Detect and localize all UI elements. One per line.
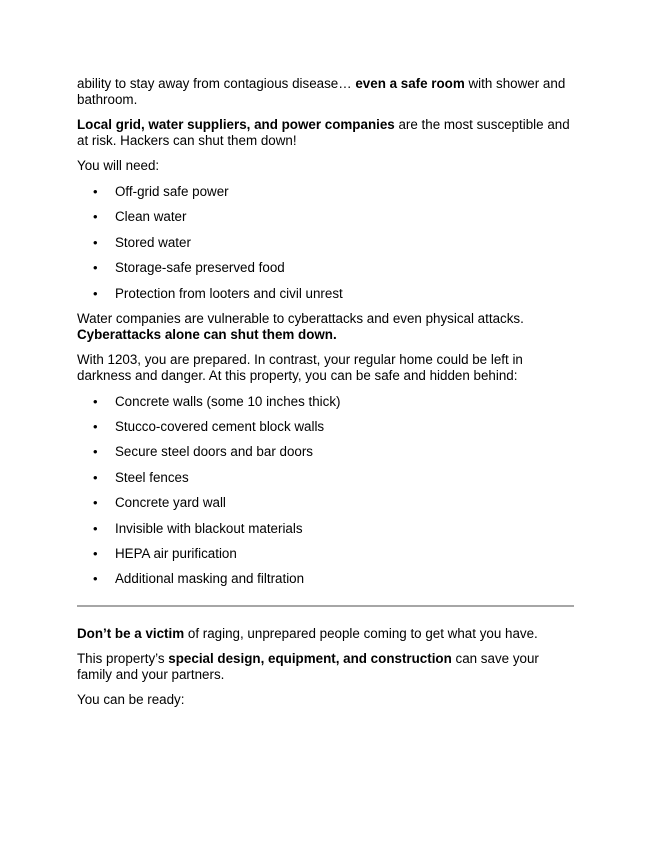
paragraph-safe-room-text-c: with shower and bathroom. — [77, 76, 566, 107]
paragraph-safe-room — [77, 76, 574, 108]
bullet-icon: • — [93, 545, 98, 561]
list-item-text: HEPA air purification — [115, 545, 237, 561]
paragraph-local-grid-text: are the most susceptible and at risk. Hackers can shut them down! — [77, 117, 570, 148]
list-item — [77, 521, 574, 537]
list-item — [77, 444, 574, 460]
protections-list — [77, 394, 574, 588]
bullet-icon: • — [93, 444, 98, 460]
paragraph-water-companies-bold: Cyberattacks alone can shut them down. — [77, 326, 337, 342]
list-item — [77, 184, 574, 200]
paragraph-special-design-text-c: can save your family and your partners. — [77, 651, 539, 683]
bullet-icon: • — [93, 495, 98, 511]
list-item-text: Invisible with blackout materials — [115, 520, 303, 536]
list-item — [77, 394, 574, 410]
bullet-icon: • — [93, 285, 98, 301]
list-item-text: Protection from looters and civil unrest — [115, 285, 343, 301]
bullet-icon: • — [93, 209, 98, 225]
document-page — [77, 76, 574, 717]
bullet-icon: • — [93, 520, 98, 536]
paragraph-dont-be-victim — [77, 626, 574, 642]
list-item-text: Off-grid safe power — [115, 184, 229, 199]
list-item-text: Clean water — [115, 209, 187, 225]
paragraph-safe-room-text-a: ability to stay away from contagious disease… — [77, 76, 356, 91]
bullet-icon: • — [93, 571, 98, 587]
paragraph-water-companies — [77, 311, 574, 343]
list-item — [77, 286, 574, 302]
paragraph-with-1203: With 1203, you are prepared. In contrast, your regular home could be left in darkness and danger. At this property, you can be safe and hidden behind: — [77, 351, 523, 383]
bullet-icon: • — [93, 260, 98, 276]
paragraph-you-will-need: You will need: — [77, 158, 160, 173]
list-item-text: Secure steel doors and bar doors — [115, 444, 314, 460]
needs-list — [77, 184, 574, 302]
section-divider — [77, 605, 574, 607]
paragraph-special-design-bold: special design, equipment, and construction — [168, 651, 452, 667]
list-item-text: Concrete walls (some 10 inches thick) — [115, 393, 341, 409]
paragraph-safe-room-bold: even a safe room — [355, 76, 465, 91]
paragraph-local-grid — [77, 117, 574, 149]
bullet-icon: • — [93, 234, 98, 250]
list-item — [77, 470, 574, 486]
paragraph-special-design-text-a: This property’s — [77, 651, 169, 667]
list-item — [77, 546, 574, 562]
list-item — [77, 235, 574, 251]
paragraph-special-design — [77, 651, 574, 683]
list-item — [77, 260, 574, 276]
paragraph-local-grid-bold: Local grid, water suppliers, and power companies — [77, 117, 395, 132]
list-item-text: Storage-safe preserved food — [115, 260, 285, 276]
paragraph-water-companies-text: Water companies are vulnerable to cyberattacks and even physical attacks. — [77, 310, 524, 326]
bullet-icon: • — [93, 393, 98, 409]
list-item-text: Steel fences — [115, 469, 189, 485]
list-item — [77, 419, 574, 435]
bullet-icon: • — [93, 184, 98, 199]
list-item — [77, 571, 574, 587]
paragraph-you-can-be-ready: You can be ready: — [77, 692, 185, 708]
bullet-icon: • — [93, 469, 98, 485]
bullet-icon: • — [93, 418, 98, 434]
list-item — [77, 209, 574, 225]
list-item — [77, 495, 574, 511]
list-item-text: Additional masking and filtration — [115, 571, 305, 587]
paragraph-dont-be-victim-text: of raging, unprepared people coming to get what you have. — [184, 626, 538, 642]
list-item-text: Stored water — [115, 234, 191, 250]
list-item-text: Stucco-covered cement block walls — [115, 418, 325, 434]
paragraph-dont-be-victim-bold: Don’t be a victim — [77, 626, 185, 642]
list-item-text: Concrete yard wall — [115, 495, 226, 511]
